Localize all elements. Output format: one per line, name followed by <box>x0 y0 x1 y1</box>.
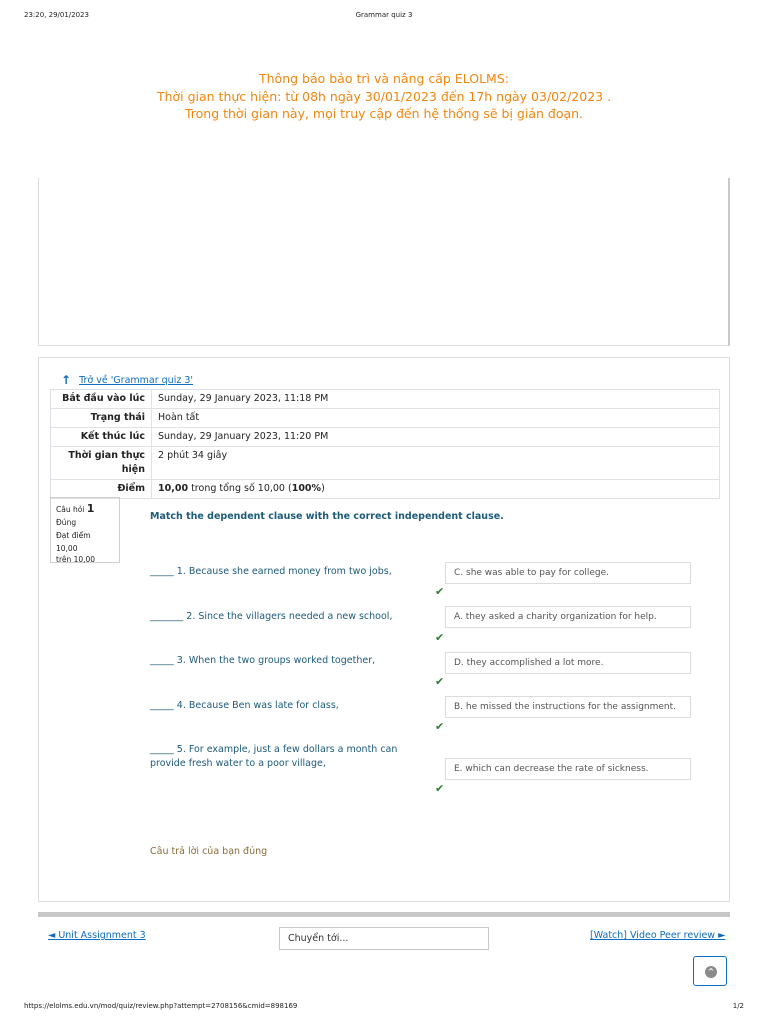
correct-check-icon: ✔ <box>435 631 445 644</box>
grade-value <box>152 480 720 499</box>
completed-value: Sunday, 29 January 2023, 11:20 PM <box>152 428 720 447</box>
correct-check-icon: ✔ <box>435 675 445 688</box>
print-url: https://elolms.edu.vn/mod/quiz/review.php?attempt=2708156&cmid=898169 <box>24 1002 298 1010</box>
empty-content-card <box>38 178 730 346</box>
answer-select-5[interactable]: E. which can decrease the rate of sickness. <box>445 758 691 780</box>
question-mark-line-1: Đạt điểm 10,00 <box>56 531 91 553</box>
print-page-number: 1/2 <box>732 1002 744 1010</box>
correct-check-icon: ✔ <box>435 720 445 733</box>
grade-percent: 100% <box>291 483 322 494</box>
quiz-review-card <box>38 357 730 902</box>
grade-mid: trong tổng số 10,00 ( <box>188 483 292 494</box>
chevron-up-icon: ^ <box>705 966 717 978</box>
clause-2: _______ 2. Since the villagers needed a new school, <box>150 611 393 622</box>
maintenance-notice <box>0 70 768 123</box>
correct-check-icon: ✔ <box>435 585 445 598</box>
completed-label: Kết thúc lúc <box>51 428 152 447</box>
notice-line-3: Trong thời gian này, mọi truy cập đến hệ thống sẽ bị gián đoạn. <box>184 106 584 121</box>
arrow-up-icon: ↑ <box>61 373 72 387</box>
question-number: 1 <box>86 502 95 515</box>
summary-row-time <box>51 447 720 480</box>
summary-row-grade <box>51 480 720 499</box>
grade-label: Điểm <box>51 480 152 499</box>
question-text: Match the dependent clause with the correct independent clause. <box>150 511 504 522</box>
print-datetime: 23:20, 29/01/2023 <box>24 11 89 19</box>
answer-select-3[interactable]: D. they accomplished a lot more. <box>445 652 691 674</box>
back-to-top-button[interactable] <box>693 956 727 986</box>
clause-3: _____ 3. When the two groups worked together, <box>150 655 376 666</box>
summary-row-completed <box>51 428 720 447</box>
started-value: Sunday, 29 January 2023, 11:18 PM <box>152 390 720 409</box>
prev-activity-link[interactable]: ◄ Unit Assignment 3 <box>48 930 146 941</box>
notice-line-1: Thông báo bảo trì và nâng cấp ELOLMS: <box>259 71 509 86</box>
back-to-quiz-link[interactable] <box>61 373 193 387</box>
jump-to-select[interactable]: Chuyển tới... <box>279 927 489 950</box>
question-status: Đúng <box>56 518 77 527</box>
time-value: 2 phút 34 giây <box>152 447 720 480</box>
answer-feedback: Câu trả lời của bạn đúng <box>150 846 268 857</box>
answer-select-4[interactable]: B. he missed the instructions for the assignment. <box>445 696 691 718</box>
clause-5: _____ 5. For example, just a few dollars a month can provide fresh water to a poor village, <box>150 744 398 769</box>
answer-select-2[interactable]: A. they asked a charity organization for help. <box>445 606 691 628</box>
divider-bar <box>38 912 730 917</box>
grade-end: ) <box>321 483 325 494</box>
summary-row-started <box>51 390 720 409</box>
grade-score: 10,00 <box>158 483 189 494</box>
state-label: Trạng thái <box>51 409 152 428</box>
print-title: Grammar quiz 3 <box>355 11 413 19</box>
notice-line-2: Thời gian thực hiện: từ 08h ngày 30/01/2023 đến 17h ngày 03/02/2023 . <box>156 88 612 104</box>
time-label: Thời gian thực hiện <box>51 447 152 480</box>
back-link-label: Trở về 'Grammar quiz 3' <box>79 375 194 386</box>
next-activity-link[interactable]: [Watch] Video Peer review ► <box>590 930 726 941</box>
summary-row-state <box>51 409 720 428</box>
answer-select-1[interactable]: C. she was able to pay for college. <box>445 562 691 584</box>
question-mark-line-2: trên 10,00 <box>56 555 96 564</box>
attempt-summary-table <box>50 389 720 499</box>
started-label: Bắt đầu vào lúc <box>51 390 152 409</box>
question-info-box <box>50 497 120 563</box>
question-label: Câu hỏi <box>56 505 85 514</box>
clause-4: _____ 4. Because Ben was late for class, <box>150 700 339 711</box>
clause-1: _____ 1. Because she earned money from two jobs, <box>150 566 392 577</box>
correct-check-icon: ✔ <box>435 782 445 795</box>
state-value: Hoàn tất <box>152 409 720 428</box>
